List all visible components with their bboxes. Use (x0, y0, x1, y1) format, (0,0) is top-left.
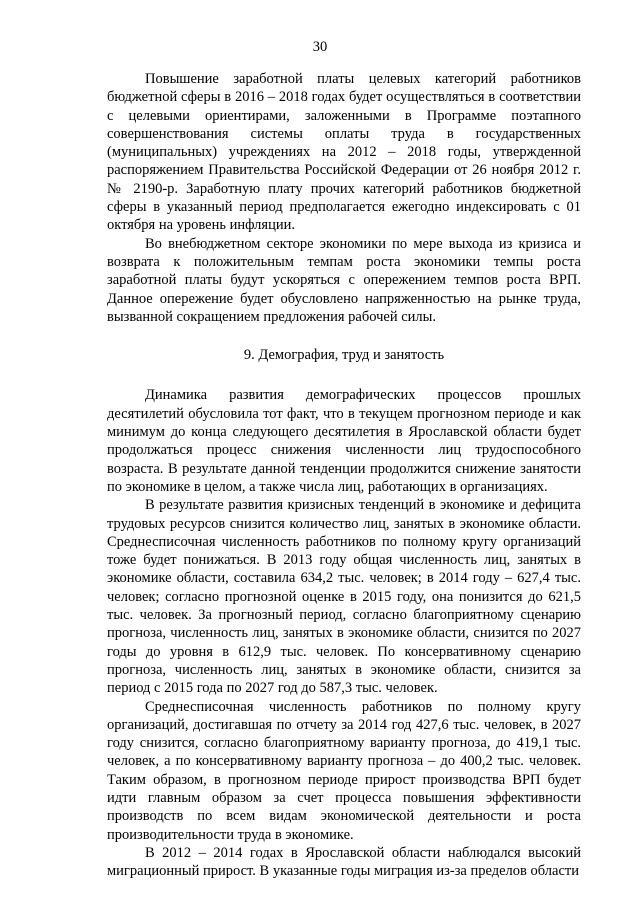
paragraph-employment: В результате развития кризисных тенденций в экономике и дефицита трудовых ресурсов снизится количество лиц, занятых в экономике области. Среднесписочная численность работников по полному кругу организаций тоже будет понижаться. В 2013 году общая численность лиц, занятых в экономике области, составила 634,2 тыс. человек; в 2014 году – 627,4 тыс. человек; согласно прогнозной оценке в 2015 году, она понизится до 621,5 тыс. человек. За прогнозный период, согласно благоприятному сценарию прогноза, численность лиц, занятых в экономике области, снизится по 2027 годы до уровня в 612,9 тыс. человек. По консервативному сценарию прогноза, численность лиц, занятых в экономике области, снизится за период с 2015 года по 2027 год до 587,3 тыс. человек. (107, 497, 581, 697)
paragraph-migration: В 2012 – 2014 годах в Ярославской области наблюдался высокий миграционный прирост. В указанные годы миграция из-за пределов области (107, 844, 581, 880)
paragraph-workers: Среднесписочная численность работников по полному кругу организаций, достигавшая по отчету за 2014 год 427,6 тыс. человек, в 2027 году снизится, согласно благоприятному варианту прогноза, до 419,1 тыс. человек, а по консервативному варианту прогноза – до 400,2 тыс. человек. Таким образом, в прогнозном периоде прирост производства ВРП будет идти главным образом за счет процесса повышения эффективности производств по всем видам экономической деятельности и роста производительности труда в экономике. (107, 698, 581, 843)
body-text (107, 70, 581, 880)
page-number: 30 (312, 39, 328, 55)
paragraph-demography: Динамика развития демографических процессов прошлых десятилетий обусловила тот факт, что в текущем прогнозном периоде и как минимум до конца следующего десятилетия в Ярославской области будет продолжаться процесс снижения численности лиц трудоспособного возраста. В результате данной тенденции продолжится снижение занятости по экономике в целом, а также числа лиц, работающих в организациях. (107, 387, 581, 495)
paragraph-salary-nonbudget: Во внебюджетном секторе экономики по мере выхода из кризиса и возврата к положительным темпам роста экономики темпы роста заработной платы будут ускоряться с опережением темпов роста ВРП. Данное опережение будет обусловлено напряженностью на рынке труда, вызванной сокращением предложения рабочей силы. (107, 235, 581, 325)
paragraph-salary-budget: Повышение заработной платы целевых категорий работников бюджетной сферы в 2016 – 2018 годах будет осуществляться в соответствии с целевыми ориентирами, заложенными в Программе поэтапного совершенствования системы оплаты труда в государственных (муниципальных) учреждениях на 2012 – 2018 годы, утвержденной распоряжением Правительства Российской Федерации от 26 ноября 2012 г. № 2190-р. Заработную плату прочих категорий работников бюджетной сферы в указанный период предполагается ежегодно индексировать с 01 октября на уровень инфляции. (107, 71, 581, 234)
section-heading: 9. Демография, труд и занятость (243, 347, 445, 364)
